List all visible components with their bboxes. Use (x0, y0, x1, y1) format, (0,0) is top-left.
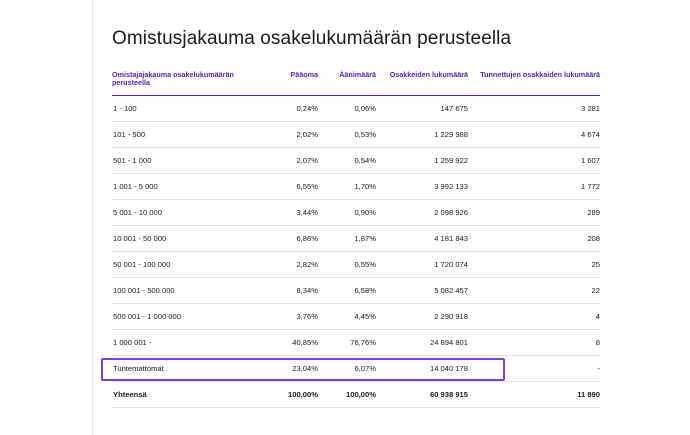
cell-votes: 0,54% (318, 148, 376, 174)
table-row (112, 96, 600, 122)
table-row (112, 330, 600, 356)
cell-share-count: 1 229 988 (376, 122, 468, 148)
cell-range: 5 001 - 10 000 (112, 200, 252, 226)
table-total-row (112, 382, 600, 408)
cell-share-count: 2 098 926 (376, 200, 468, 226)
cell-capital: 0,24% (252, 96, 318, 122)
cell-range: 501 - 1 000 (112, 148, 252, 174)
cell-votes: 4,45% (318, 304, 376, 330)
cell-range: Tuntemattomat (112, 356, 252, 382)
cell-votes: 0,06% (318, 96, 376, 122)
cell-votes: 76,76% (318, 330, 376, 356)
cell-range: 50 001 - 100 000 (112, 252, 252, 278)
cell-known-shareholders: 11 890 (468, 382, 600, 408)
cell-capital: 6,55% (252, 174, 318, 200)
cell-capital: 6,86% (252, 226, 318, 252)
cell-capital: 2,82% (252, 252, 318, 278)
cell-known-shareholders: 3 281 (468, 96, 600, 122)
cell-share-count: 1 259 922 (376, 148, 468, 174)
header-distribution: Omistajajakauma osakelukumäärän perusteella (112, 68, 252, 96)
cell-range: 10 001 - 50 000 (112, 226, 252, 252)
cell-votes: 100,00% (318, 382, 376, 408)
cell-votes: 1,87% (318, 226, 376, 252)
ownership-distribution-table (112, 68, 600, 408)
cell-range: 500 001 - 1 000 000 (112, 304, 252, 330)
cell-known-shareholders: 1 607 (468, 148, 600, 174)
cell-known-shareholders: 1 772 (468, 174, 600, 200)
cell-share-count: 2 290 918 (376, 304, 468, 330)
cell-known-shareholders: - (468, 356, 600, 382)
cell-range: Yhteensä (112, 382, 252, 408)
cell-capital: 23,04% (252, 356, 318, 382)
cell-range: 1 001 - 5 000 (112, 174, 252, 200)
cell-votes: 0,53% (318, 122, 376, 148)
cell-range: 1 000 001 - (112, 330, 252, 356)
cell-votes: 0,90% (318, 200, 376, 226)
cell-votes: 1,70% (318, 174, 376, 200)
cell-known-shareholders: 4 674 (468, 122, 600, 148)
cell-capital: 8,34% (252, 278, 318, 304)
table-row (112, 304, 600, 330)
cell-share-count: 1 720 074 (376, 252, 468, 278)
table-row (112, 148, 600, 174)
cell-known-shareholders: 8 (468, 330, 600, 356)
cell-share-count: 24 894 801 (376, 330, 468, 356)
table-header-row (112, 68, 600, 96)
cell-capital: 3,44% (252, 200, 318, 226)
cell-capital: 100,00% (252, 382, 318, 408)
cell-share-count: 14 040 178 (376, 356, 468, 382)
header-share-count: Osakkeiden lukumäärä (376, 68, 468, 96)
page-title: Omistusjakauma osakelukumäärän perusteella (112, 28, 512, 49)
cell-share-count: 147 675 (376, 96, 468, 122)
cell-votes: 0,55% (318, 252, 376, 278)
header-capital: Pääoma (252, 68, 318, 96)
cell-known-shareholders: 4 (468, 304, 600, 330)
table-row (112, 122, 600, 148)
header-known-shareholders: Tunnettujen osakkaiden lukumäärä (468, 68, 600, 96)
table-row (112, 174, 600, 200)
table-row (112, 278, 600, 304)
table-row (112, 200, 600, 226)
cell-known-shareholders: 289 (468, 200, 600, 226)
table-row (112, 226, 600, 252)
cell-votes: 6,58% (318, 278, 376, 304)
table-row (112, 252, 600, 278)
header-votes: Äänimäärä (318, 68, 376, 96)
cell-capital: 2,02% (252, 122, 318, 148)
cell-known-shareholders: 22 (468, 278, 600, 304)
left-divider (92, 0, 93, 435)
cell-range: 100 001 - 500 000 (112, 278, 252, 304)
cell-votes: 6,07% (318, 356, 376, 382)
cell-capital: 2,07% (252, 148, 318, 174)
cell-range: 101 - 500 (112, 122, 252, 148)
cell-share-count: 4 181 843 (376, 226, 468, 252)
cell-share-count: 3 992 133 (376, 174, 468, 200)
cell-capital: 40,85% (252, 330, 318, 356)
cell-known-shareholders: 208 (468, 226, 600, 252)
table-row (112, 356, 600, 382)
cell-share-count: 60 938 915 (376, 382, 468, 408)
cell-known-shareholders: 25 (468, 252, 600, 278)
cell-range: 1 - 100 (112, 96, 252, 122)
cell-capital: 3,76% (252, 304, 318, 330)
cell-share-count: 5 082 457 (376, 278, 468, 304)
